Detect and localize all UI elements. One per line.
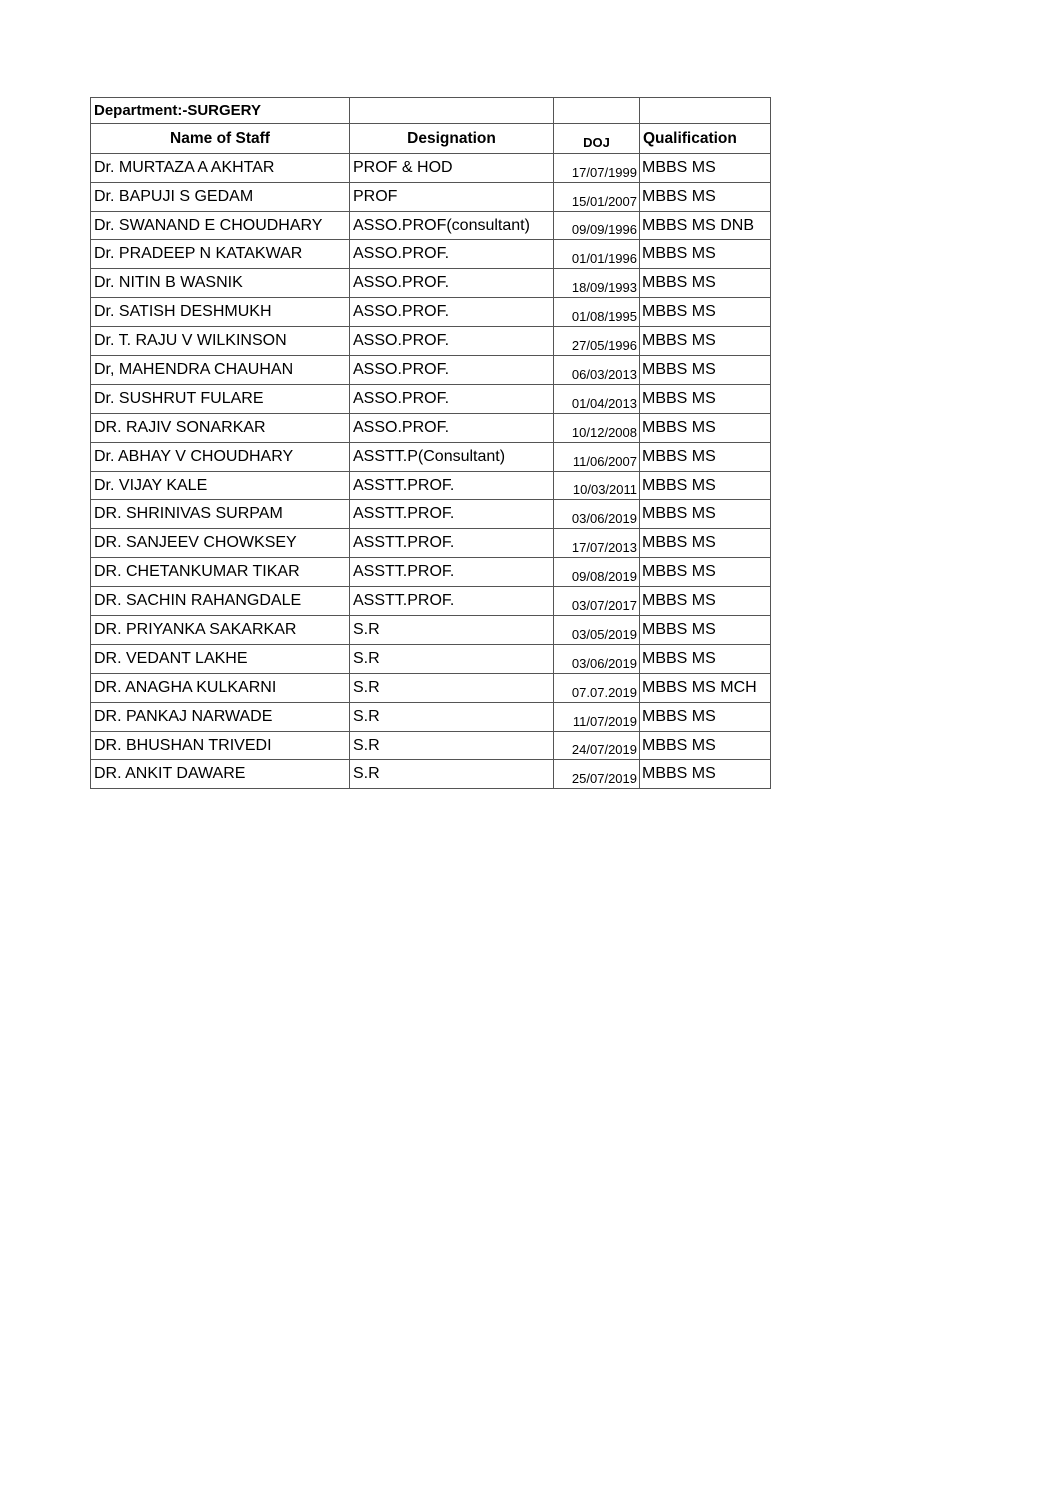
staff-designation-cell: S.R: [350, 673, 554, 702]
staff-table-body: [91, 98, 771, 789]
staff-name-cell: DR. SHRINIVAS SURPAM: [91, 500, 350, 529]
staff-qualification-cell: MBBS MS: [640, 153, 771, 182]
staff-name-cell: Dr. BAPUJI S GEDAM: [91, 182, 350, 211]
staff-designation-cell: ASSTT.PROF.: [350, 529, 554, 558]
staff-designation-cell: ASSTT.PROF.: [350, 500, 554, 529]
staff-doj-cell: 10/03/2011: [554, 471, 640, 500]
staff-doj-cell: 01/08/1995: [554, 298, 640, 327]
staff-qualification-cell: MBBS MS: [640, 442, 771, 471]
staff-qualification-cell: MBBS MS: [640, 182, 771, 211]
table-row: [91, 471, 771, 500]
header-name: Name of Staff: [91, 123, 350, 153]
header-qualification: Qualification: [640, 123, 771, 153]
staff-name-cell: Dr. NITIN B WASNIK: [91, 269, 350, 298]
staff-designation-cell: ASSO.PROF.: [350, 384, 554, 413]
staff-doj-cell: 09/09/1996: [554, 211, 640, 240]
staff-designation-cell: S.R: [350, 702, 554, 731]
table-row: [91, 760, 771, 789]
table-row: [91, 731, 771, 760]
staff-name-cell: DR. ANKIT DAWARE: [91, 760, 350, 789]
table-row: [91, 240, 771, 269]
staff-designation-cell: ASSO.PROF.: [350, 413, 554, 442]
table-row: [91, 587, 771, 616]
table-row: [91, 211, 771, 240]
table-row: [91, 644, 771, 673]
staff-qualification-cell: MBBS MS: [640, 240, 771, 269]
staff-doj-cell: 11/06/2007: [554, 442, 640, 471]
table-row: [91, 182, 771, 211]
staff-name-cell: Dr. SUSHRUT FULARE: [91, 384, 350, 413]
staff-name-cell: Dr. MURTAZA A AKHTAR: [91, 153, 350, 182]
staff-qualification-cell: MBBS MS: [640, 413, 771, 442]
staff-name-cell: Dr. ABHAY V CHOUDHARY: [91, 442, 350, 471]
staff-table: [90, 97, 771, 789]
staff-doj-cell: 09/08/2019: [554, 558, 640, 587]
staff-designation-cell: S.R: [350, 760, 554, 789]
table-row: [91, 500, 771, 529]
staff-qualification-cell: MBBS MS MCH: [640, 673, 771, 702]
staff-qualification-cell: MBBS MS: [640, 616, 771, 645]
header-doj: DOJ: [554, 123, 640, 153]
staff-name-cell: DR. ANAGHA KULKARNI: [91, 673, 350, 702]
staff-doj-cell: 06/03/2013: [554, 356, 640, 385]
staff-doj-cell: 01/01/1996: [554, 240, 640, 269]
empty-cell: [554, 98, 640, 124]
table-row: [91, 298, 771, 327]
staff-doj-cell: 07.07.2019: [554, 673, 640, 702]
staff-doj-cell: 24/07/2019: [554, 731, 640, 760]
staff-name-cell: DR. SACHIN RAHANGDALE: [91, 587, 350, 616]
staff-designation-cell: ASSO.PROF.: [350, 240, 554, 269]
staff-name-cell: DR. SANJEEV CHOWKSEY: [91, 529, 350, 558]
staff-name-cell: Dr. SWANAND E CHOUDHARY: [91, 211, 350, 240]
staff-qualification-cell: MBBS MS: [640, 731, 771, 760]
staff-name-cell: DR. CHETANKUMAR TIKAR: [91, 558, 350, 587]
department-label: Department:-SURGERY: [91, 98, 350, 124]
staff-name-cell: DR. RAJIV SONARKAR: [91, 413, 350, 442]
staff-designation-cell: ASSTT.PROF.: [350, 587, 554, 616]
staff-name-cell: Dr. SATISH DESHMUKH: [91, 298, 350, 327]
empty-cell: [350, 98, 554, 124]
table-row: [91, 702, 771, 731]
staff-designation-cell: ASSO.PROF.: [350, 298, 554, 327]
table-row: [91, 384, 771, 413]
staff-name-cell: Dr. VIJAY KALE: [91, 471, 350, 500]
staff-qualification-cell: MBBS MS: [640, 356, 771, 385]
staff-name-cell: DR. BHUSHAN TRIVEDI: [91, 731, 350, 760]
table-row: [91, 529, 771, 558]
staff-doj-cell: 03/05/2019: [554, 616, 640, 645]
staff-doj-cell: 27/05/1996: [554, 327, 640, 356]
staff-doj-cell: 17/07/1999: [554, 153, 640, 182]
staff-designation-cell: ASSO.PROF.: [350, 356, 554, 385]
empty-cell: [640, 98, 771, 124]
staff-designation-cell: PROF & HOD: [350, 153, 554, 182]
table-row: [91, 327, 771, 356]
table-row: [91, 616, 771, 645]
staff-designation-cell: ASSTT.PROF.: [350, 471, 554, 500]
header-row: [91, 123, 771, 153]
staff-designation-cell: ASSO.PROF.: [350, 269, 554, 298]
staff-name-cell: DR. PANKAJ NARWADE: [91, 702, 350, 731]
staff-doj-cell: 03/07/2017: [554, 587, 640, 616]
staff-qualification-cell: MBBS MS DNB: [640, 211, 771, 240]
department-row: [91, 98, 771, 124]
staff-doj-cell: 15/01/2007: [554, 182, 640, 211]
staff-designation-cell: S.R: [350, 616, 554, 645]
staff-qualification-cell: MBBS MS: [640, 298, 771, 327]
table-row: [91, 153, 771, 182]
staff-designation-cell: ASSTT.PROF.: [350, 558, 554, 587]
staff-name-cell: Dr, MAHENDRA CHAUHAN: [91, 356, 350, 385]
table-row: [91, 558, 771, 587]
staff-doj-cell: 11/07/2019: [554, 702, 640, 731]
staff-name-cell: Dr. PRADEEP N KATAKWAR: [91, 240, 350, 269]
table-row: [91, 356, 771, 385]
staff-doj-cell: 03/06/2019: [554, 644, 640, 673]
staff-qualification-cell: MBBS MS: [640, 702, 771, 731]
staff-designation-cell: ASSTT.P(Consultant): [350, 442, 554, 471]
staff-designation-cell: ASSO.PROF.: [350, 327, 554, 356]
staff-designation-cell: PROF: [350, 182, 554, 211]
staff-doj-cell: 01/04/2013: [554, 384, 640, 413]
table-row: [91, 413, 771, 442]
staff-designation-cell: S.R: [350, 731, 554, 760]
staff-doj-cell: 17/07/2013: [554, 529, 640, 558]
staff-doj-cell: 25/07/2019: [554, 760, 640, 789]
staff-qualification-cell: MBBS MS: [640, 471, 771, 500]
staff-doj-cell: 18/09/1993: [554, 269, 640, 298]
staff-designation-cell: S.R: [350, 644, 554, 673]
staff-name-cell: Dr. T. RAJU V WILKINSON: [91, 327, 350, 356]
table-row: [91, 269, 771, 298]
staff-doj-cell: 10/12/2008: [554, 413, 640, 442]
table-row: [91, 442, 771, 471]
staff-qualification-cell: MBBS MS: [640, 384, 771, 413]
staff-qualification-cell: MBBS MS: [640, 529, 771, 558]
staff-qualification-cell: MBBS MS: [640, 269, 771, 298]
staff-qualification-cell: MBBS MS: [640, 327, 771, 356]
staff-qualification-cell: MBBS MS: [640, 500, 771, 529]
staff-name-cell: DR. PRIYANKA SAKARKAR: [91, 616, 350, 645]
table-row: [91, 673, 771, 702]
header-designation: Designation: [350, 123, 554, 153]
staff-qualification-cell: MBBS MS: [640, 760, 771, 789]
staff-doj-cell: 03/06/2019: [554, 500, 640, 529]
staff-qualification-cell: MBBS MS: [640, 644, 771, 673]
staff-qualification-cell: MBBS MS: [640, 587, 771, 616]
staff-name-cell: DR. VEDANT LAKHE: [91, 644, 350, 673]
staff-designation-cell: ASSO.PROF(consultant): [350, 211, 554, 240]
staff-qualification-cell: MBBS MS: [640, 558, 771, 587]
